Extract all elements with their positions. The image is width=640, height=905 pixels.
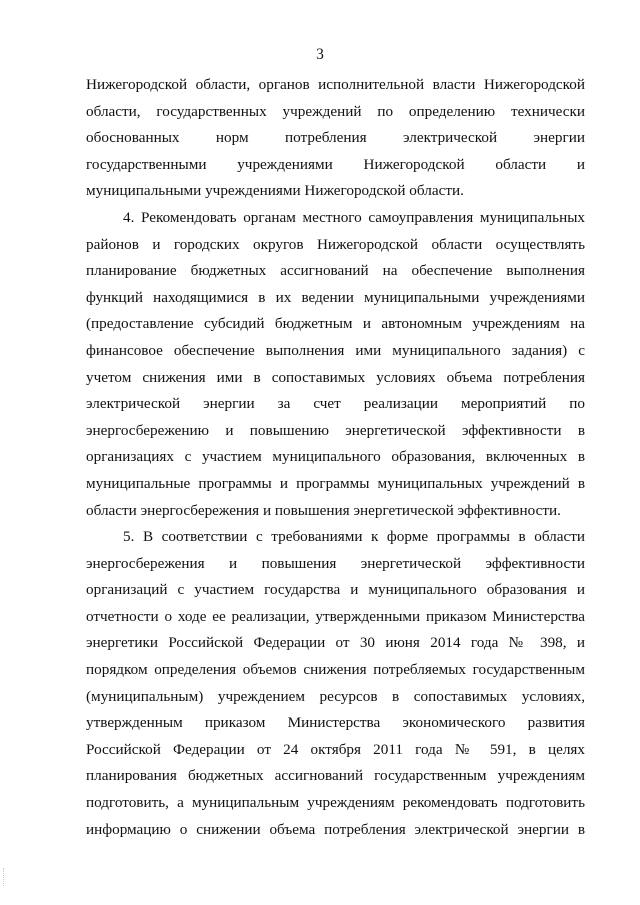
text-line: 4. Рекомендовать органам местного самоуправления муниципальных	[123, 208, 585, 226]
text-line: планирование бюджетных ассигнований на обеспечение выполнения	[86, 262, 585, 280]
text-line: муниципальные программы и программы муниципальных учреждений в	[86, 474, 585, 492]
text-line: подготовить, а муниципальным учреждениям рекомендовать подготовить	[86, 794, 585, 812]
text-line: отчетности о ходе ее реализации, утвержденными приказом Министерства	[86, 607, 585, 625]
text-line: области, государственных учреждений по определению технически	[86, 102, 585, 120]
paragraph-continuation	[86, 72, 585, 205]
text-line: энергетики Российской Федерации от 30 июня 2014 года № 398, и	[86, 634, 585, 652]
text-line: (предоставление субсидий бюджетным и автономным учреждениям на	[86, 315, 585, 333]
text-line: 5. В соответствии с требованиями к форме программы в области	[123, 528, 585, 546]
text-line: области энергосбережения и повышения энергетической эффективности.	[86, 501, 561, 519]
text-line: информацию о снижении объема потребления электрической энергии в	[86, 820, 585, 838]
text-line: обоснованных норм потребления электрической энергии	[86, 129, 585, 147]
paragraph-item-4	[86, 205, 585, 524]
text-line: государственными учреждениями Нижегородской области и	[86, 155, 585, 173]
text-line: утвержденным приказом Министерства экономического развития	[86, 714, 585, 732]
text-line: муниципальными учреждениями Нижегородской области.	[86, 182, 464, 200]
text-line: (муниципальным) учреждением ресурсов в сопоставимых условиях,	[86, 687, 585, 705]
text-line: энергосбережению и повышению энергетической эффективности в	[86, 421, 585, 439]
text-line: порядком определения объемов снижения потребляемых государственным	[86, 661, 585, 679]
text-line: планирования бюджетных ассигнований государственным учреждениям	[86, 767, 585, 785]
text-line: организаций с участием государства и муниципального образования и	[86, 581, 585, 599]
page-number: 3	[316, 46, 324, 63]
scan-edge-mark	[3, 868, 6, 886]
text-line: энергосбережения и повышения энергетической эффективности	[86, 554, 585, 572]
text-line: функций находящимися в их ведении муниципальными учреждениями	[86, 288, 585, 306]
paragraph-item-5	[86, 524, 585, 843]
text-line: электрической энергии за счет реализации мероприятий по	[86, 395, 585, 413]
text-line: организациях с участием муниципального образования, включенных в	[86, 448, 585, 466]
text-line: финансовое обеспечение выполнения ими муниципального задания) с	[86, 341, 585, 359]
text-line: районов и городских округов Нижегородской области осуществлять	[86, 235, 585, 253]
document-body	[86, 72, 585, 843]
text-line: учетом снижения ими в сопоставимых условиях объема потребления	[86, 368, 585, 386]
text-line: Российской Федерации от 24 октября 2011 года № 591, в целях	[86, 740, 585, 758]
text-line: Нижегородской области, органов исполнительной власти Нижегородской	[86, 76, 585, 93]
